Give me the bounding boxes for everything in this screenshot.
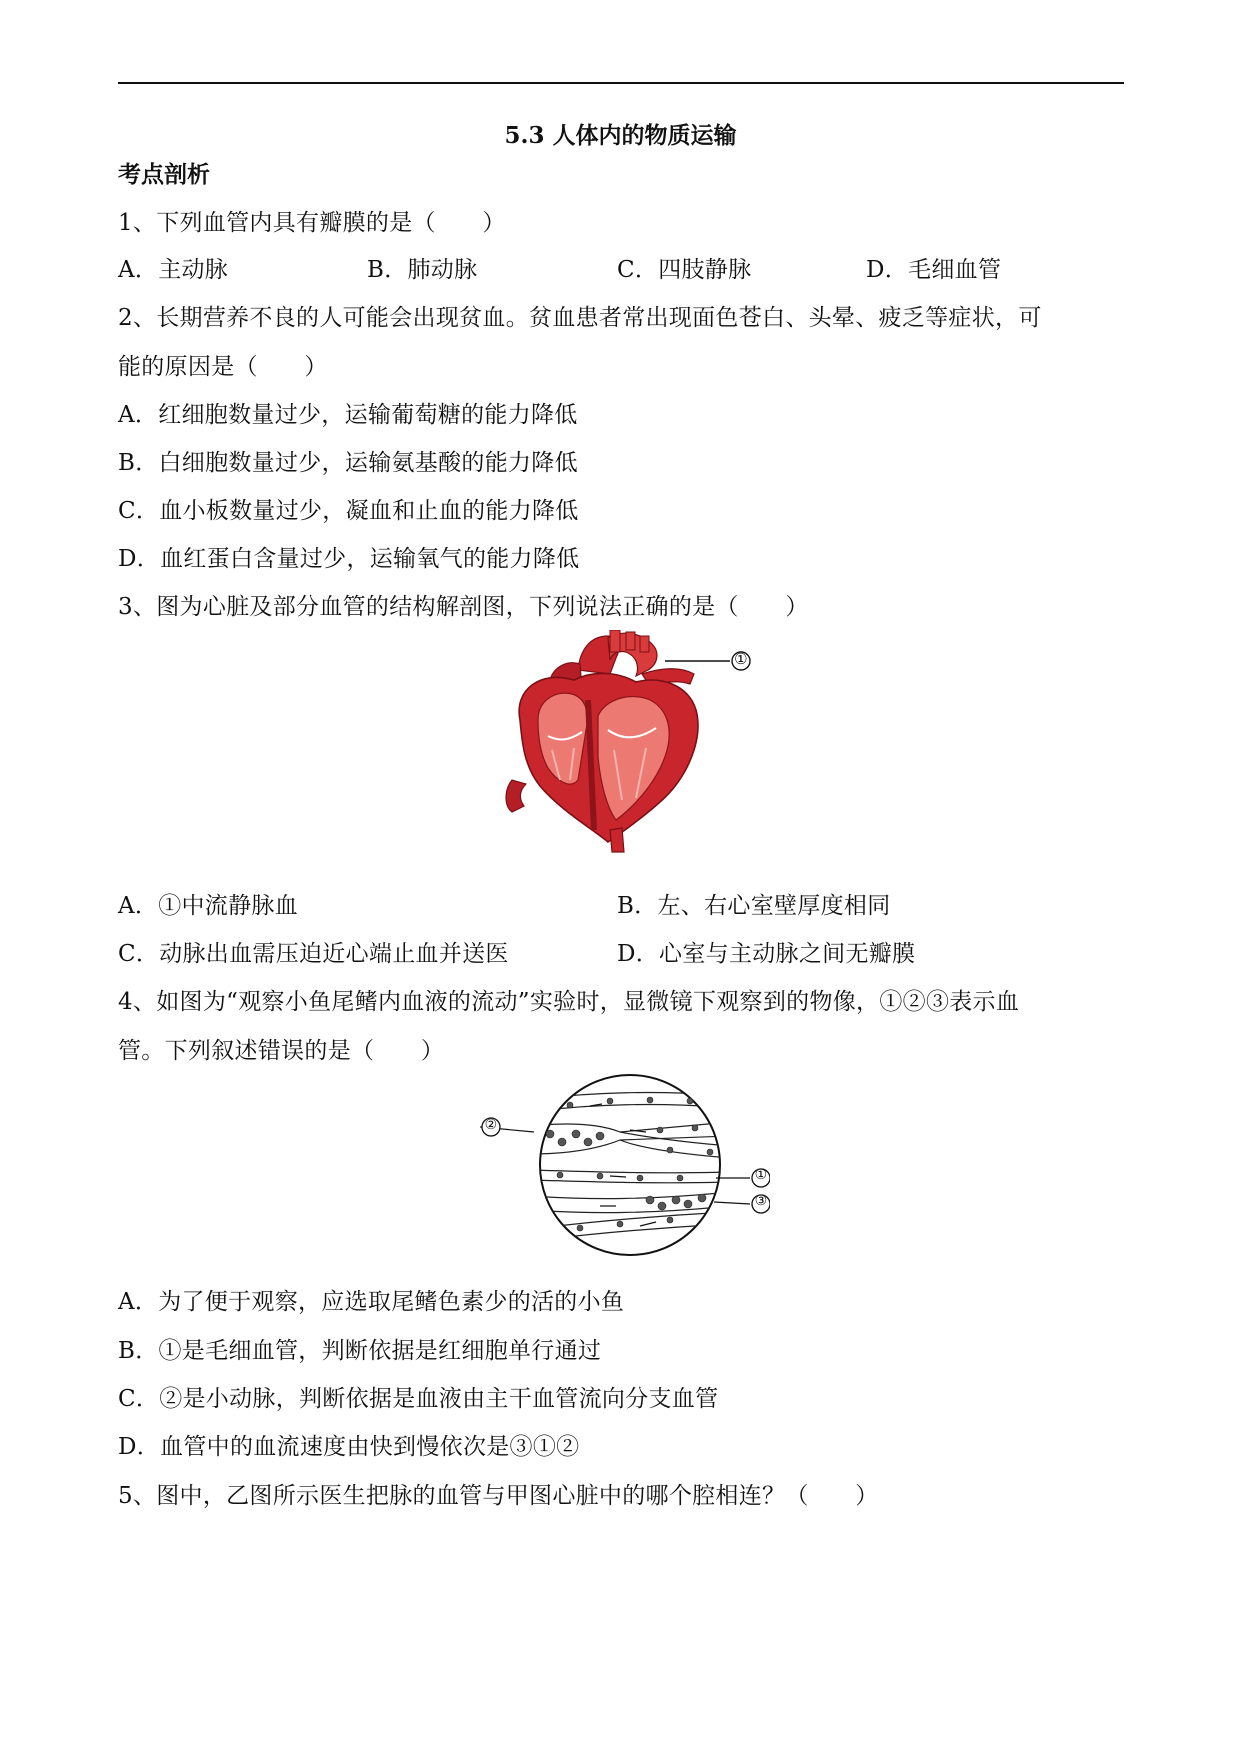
question-1-stem: 1、下列血管内具有瓣膜的是（ ） [118,210,506,236]
question-2-stem-line1: 2、长期营养不良的人可能会出现贫血。贫血患者常出现面色苍白、头晕、疲乏等症状，可 [118,305,1042,331]
question-2-stem-line2: 能的原因是（ ） [118,354,328,380]
question-4-stem-line2: 管。下列叙述错误的是（ ） [118,1038,445,1064]
question-4-stem-line1: 4、如图为“观察小鱼尾鳍内血液的流动”实验时，显微镜下观察到的物像，①②③表示血 [118,989,1020,1015]
q2-option-b: B．白细胞数量过少，运输氨基酸的能力降低 [118,450,578,476]
q3-option-a: A．①中流静脉血 [118,893,299,919]
q4-option-b: B．①是毛细血管，判断依据是红细胞单行通过 [118,1338,602,1364]
heart-label-1: ① [734,650,748,668]
q4-option-a: A．为了便于观察，应选取尾鳍色素少的活的小鱼 [118,1289,625,1315]
page-title: 5.3 人体内的物质运输 [504,122,737,149]
q2-option-d: D．血红蛋白含量过少，运输氧气的能力降低 [118,546,580,572]
question-3-stem: 3、图为心脏及部分血管的结构解剖图，下列说法正确的是（ ） [118,594,809,620]
q4-option-d: D．血管中的血流速度由快到慢依次是③①② [118,1434,580,1460]
fish-label-3: ③ [754,1193,768,1209]
q1-option-c: C．四肢静脉 [617,257,752,283]
q3-option-d: D．心室与主动脉之间无瓣膜 [617,941,916,967]
fish-tail-microscope-figure [480,1070,770,1260]
q1-option-a: A．主动脉 [118,257,229,283]
q2-option-a: A．红细胞数量过少，运输葡萄糖的能力降低 [118,402,578,428]
q4-option-c: C．②是小动脉，判断依据是血液由主干血管流向分支血管 [118,1386,719,1412]
fish-label-2: ② [484,1117,498,1133]
q2-option-c: C．血小板数量过少，凝血和止血的能力降低 [118,498,579,524]
q1-option-b: B．肺动脉 [367,257,478,283]
q3-option-b: B．左、右心室壁厚度相同 [617,893,891,919]
q3-option-c: C．动脉出血需压迫近心端止血并送医 [118,941,509,967]
section-heading: 考点剖析 [118,161,210,188]
header-rule [118,82,1124,84]
question-5-stem: 5、图中，乙图所示医生把脉的血管与甲图心脏中的哪个腔相连？（ ） [118,1483,879,1509]
fish-label-1: ① [754,1167,768,1183]
heart-anatomy-figure [490,630,760,860]
q1-option-d: D．毛细血管 [866,257,1002,283]
